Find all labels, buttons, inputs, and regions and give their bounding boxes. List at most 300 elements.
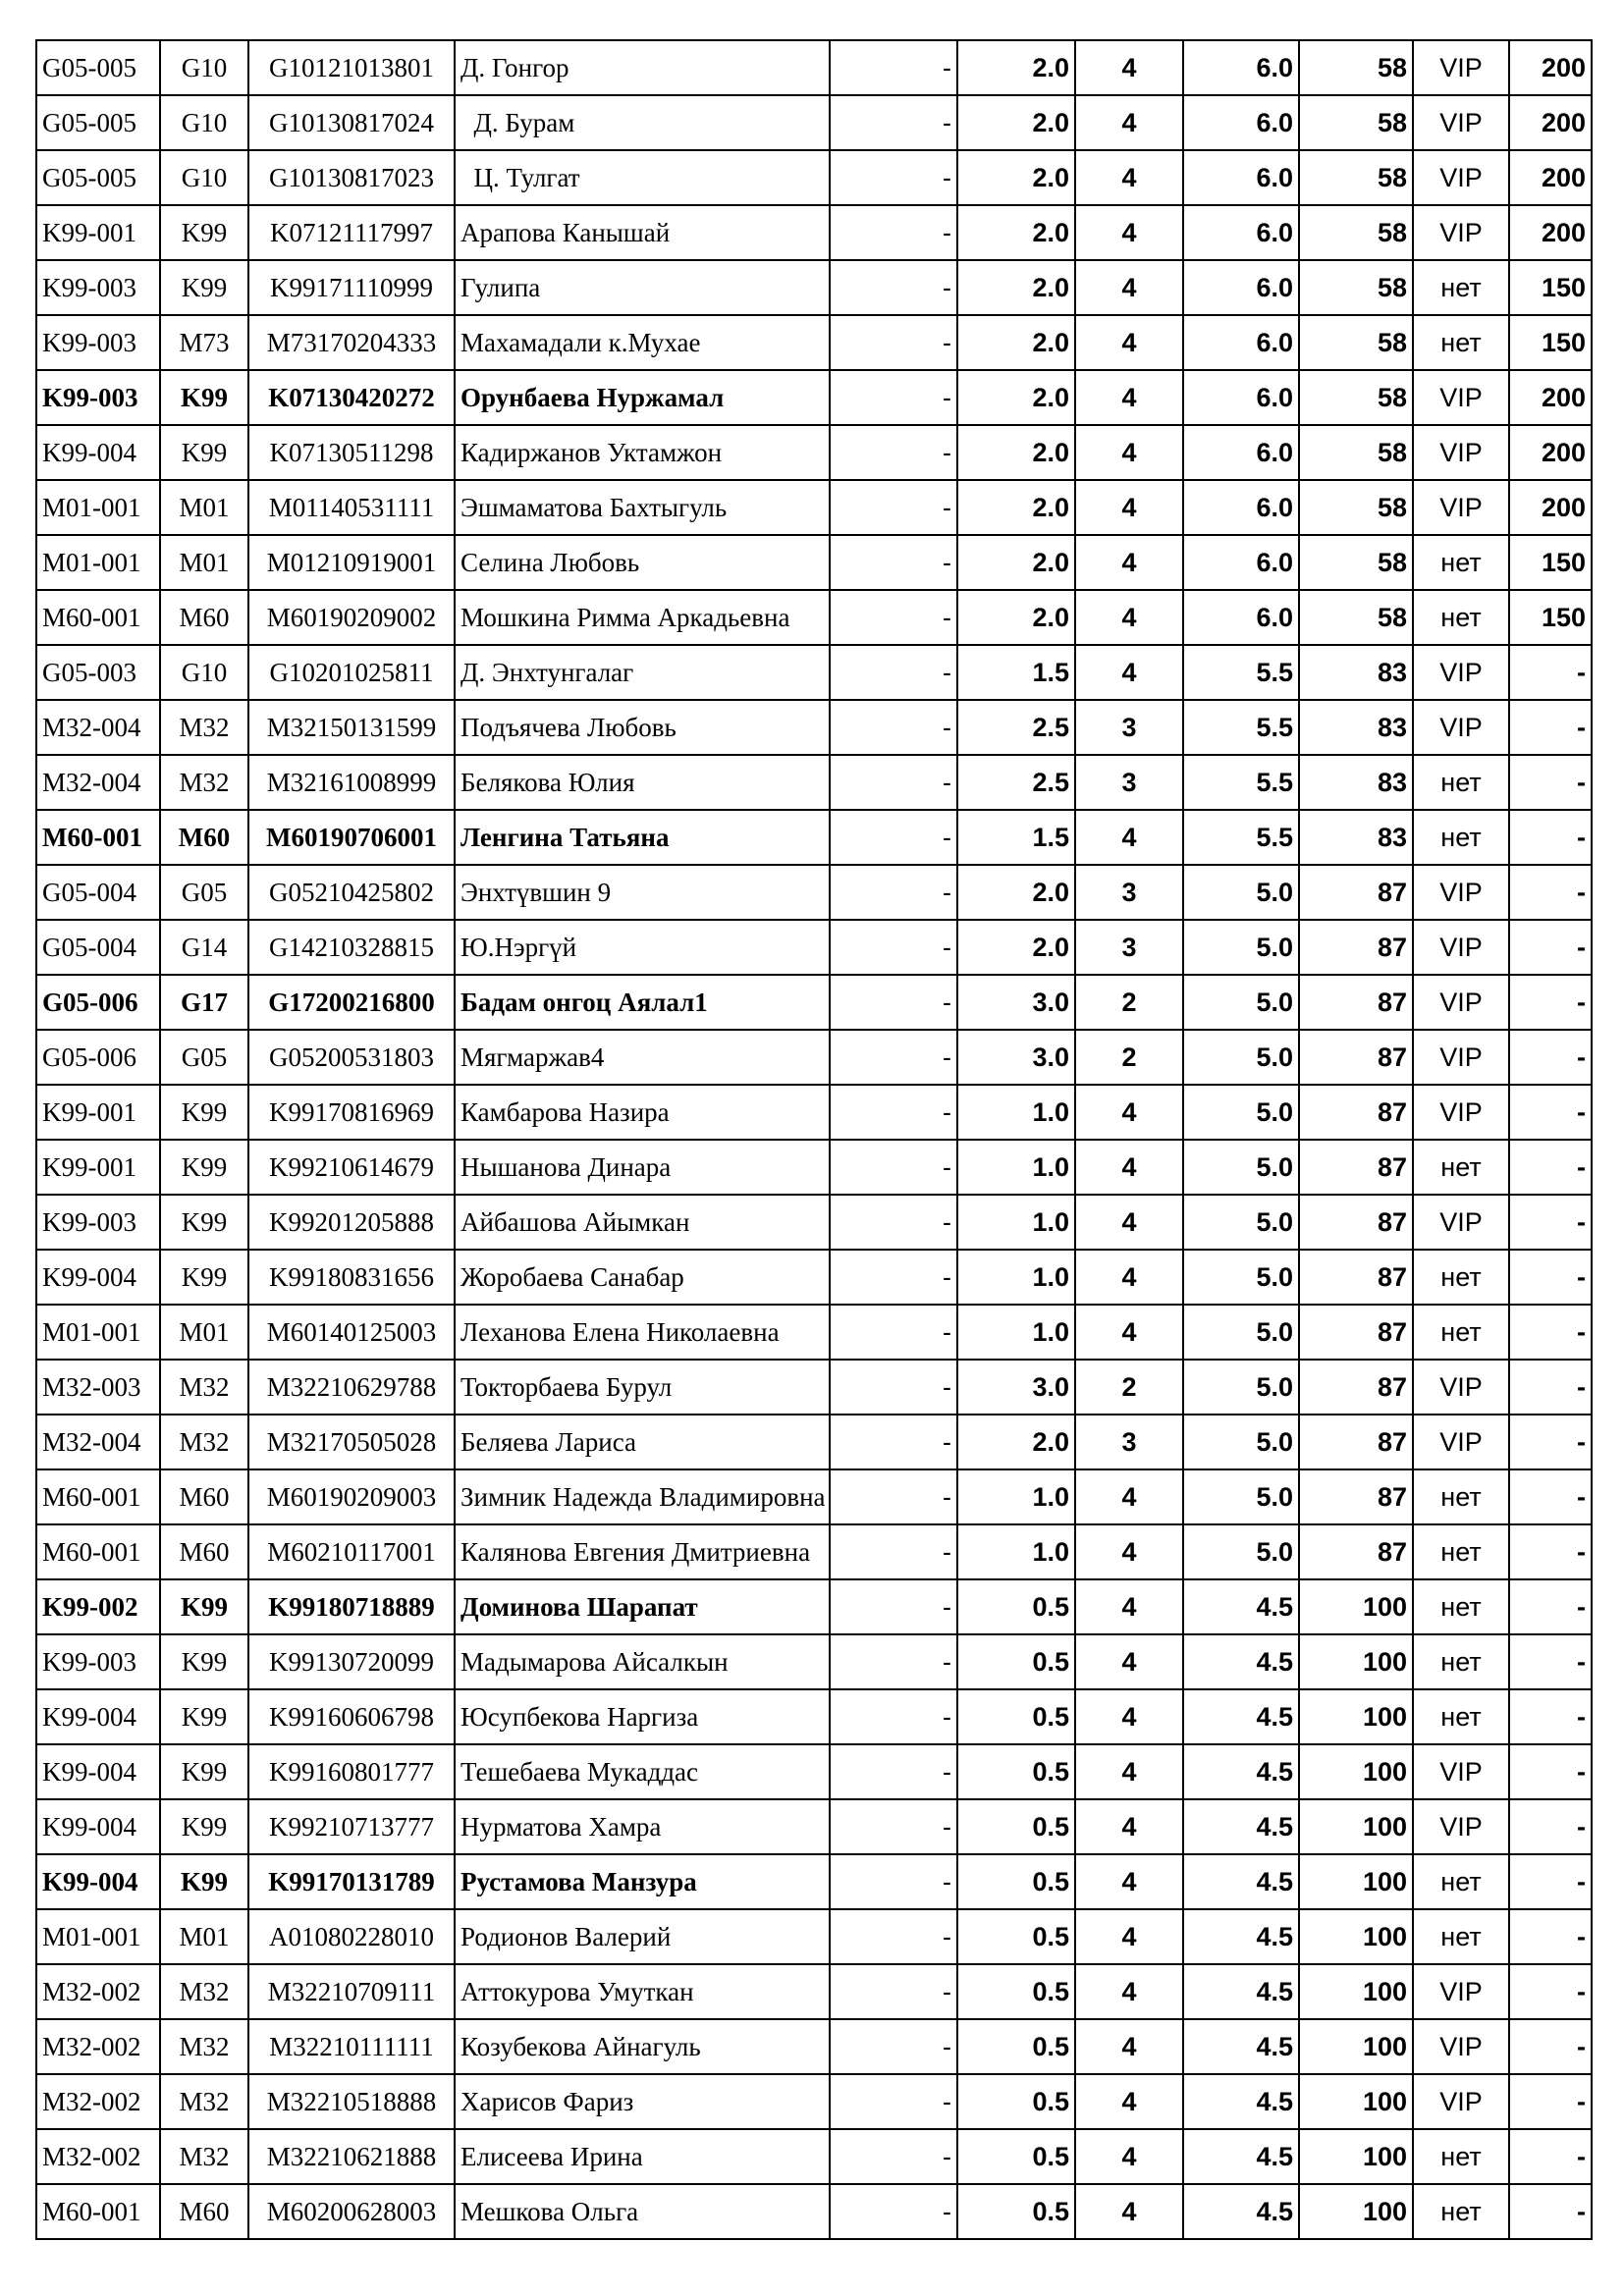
value-1-cell: 2.0	[957, 865, 1075, 920]
name-cell: Мадымарова Айсалкын	[455, 1634, 830, 1689]
total-cell: 4.5	[1183, 1579, 1299, 1634]
value-2-cell: 4	[1075, 2074, 1183, 2129]
value-1-cell: 2.5	[957, 755, 1075, 810]
group-cell: M01-001	[36, 1909, 160, 1964]
status-cell: VIP	[1413, 1744, 1509, 1799]
total-cell: 5.0	[1183, 975, 1299, 1030]
value-1-cell: 2.0	[957, 40, 1075, 95]
table-row	[36, 2019, 1592, 2074]
name-cell: Д. Гонгор	[455, 40, 830, 95]
amount-cell: -	[1509, 1909, 1592, 1964]
group-cell: G05-003	[36, 645, 160, 700]
code-cell: M01	[160, 1305, 248, 1360]
total-cell: 6.0	[1183, 315, 1299, 370]
member-id-cell: K07130420272	[248, 370, 455, 425]
total-cell: 6.0	[1183, 260, 1299, 315]
member-id-cell: M60190209002	[248, 590, 455, 645]
name-cell: Беляева Лариса	[455, 1415, 830, 1469]
name-cell: Родионов Валерий	[455, 1909, 830, 1964]
rank-cell: 58	[1299, 480, 1413, 535]
dash-cell: -	[830, 535, 957, 590]
dash-cell: -	[830, 1360, 957, 1415]
code-cell: M60	[160, 590, 248, 645]
value-2-cell: 4	[1075, 480, 1183, 535]
group-cell: G05-004	[36, 920, 160, 975]
table-row	[36, 1634, 1592, 1689]
group-cell: K99-003	[36, 1195, 160, 1250]
status-cell: нет	[1413, 755, 1509, 810]
member-id-cell: M60140125003	[248, 1305, 455, 1360]
table-row	[36, 260, 1592, 315]
status-cell: VIP	[1413, 205, 1509, 260]
amount-cell: -	[1509, 2129, 1592, 2184]
amount-cell: -	[1509, 1469, 1592, 1524]
status-cell: нет	[1413, 260, 1509, 315]
name-cell: Тешебаева Мукаддас	[455, 1744, 830, 1799]
table-row	[36, 1030, 1592, 1085]
table-row	[36, 1305, 1592, 1360]
value-1-cell: 1.0	[957, 1469, 1075, 1524]
table-row	[36, 425, 1592, 480]
value-1-cell: 0.5	[957, 1854, 1075, 1909]
status-cell: VIP	[1413, 150, 1509, 205]
rank-cell: 87	[1299, 1469, 1413, 1524]
total-cell: 6.0	[1183, 40, 1299, 95]
table-row	[36, 2074, 1592, 2129]
member-id-cell: K99201205888	[248, 1195, 455, 1250]
total-cell: 4.5	[1183, 1799, 1299, 1854]
name-cell: Аттокурова Умуткан	[455, 1964, 830, 2019]
member-id-cell: M32170505028	[248, 1415, 455, 1469]
dash-cell: -	[830, 95, 957, 150]
amount-cell: 200	[1509, 480, 1592, 535]
name-cell: Козубекова Айнагуль	[455, 2019, 830, 2074]
total-cell: 4.5	[1183, 2019, 1299, 2074]
total-cell: 5.0	[1183, 920, 1299, 975]
amount-cell: -	[1509, 1305, 1592, 1360]
name-cell: Белякова Юлия	[455, 755, 830, 810]
rank-cell: 87	[1299, 1360, 1413, 1415]
value-1-cell: 2.5	[957, 700, 1075, 755]
name-cell: Ю.Нэргүй	[455, 920, 830, 975]
group-cell: K99-004	[36, 425, 160, 480]
value-2-cell: 4	[1075, 40, 1183, 95]
status-cell: VIP	[1413, 370, 1509, 425]
amount-cell: -	[1509, 755, 1592, 810]
value-1-cell: 1.0	[957, 1140, 1075, 1195]
dash-cell: -	[830, 590, 957, 645]
code-cell: G10	[160, 150, 248, 205]
status-cell: нет	[1413, 1250, 1509, 1305]
group-cell: K99-004	[36, 1854, 160, 1909]
member-id-cell: M32210518888	[248, 2074, 455, 2129]
group-cell: M32-002	[36, 2019, 160, 2074]
group-cell: G05-005	[36, 95, 160, 150]
status-cell: VIP	[1413, 920, 1509, 975]
table-row	[36, 205, 1592, 260]
total-cell: 4.5	[1183, 2074, 1299, 2129]
name-cell: Елисеева Ирина	[455, 2129, 830, 2184]
code-cell: K99	[160, 1140, 248, 1195]
total-cell: 6.0	[1183, 205, 1299, 260]
amount-cell: 200	[1509, 150, 1592, 205]
table-row	[36, 1195, 1592, 1250]
total-cell: 4.5	[1183, 1909, 1299, 1964]
name-cell: Кадиржанов Уктамжон	[455, 425, 830, 480]
rank-cell: 83	[1299, 755, 1413, 810]
status-cell: нет	[1413, 810, 1509, 865]
table-row	[36, 1085, 1592, 1140]
total-cell: 5.0	[1183, 1140, 1299, 1195]
name-cell: Токторбаева Бурул	[455, 1360, 830, 1415]
rank-cell: 87	[1299, 1140, 1413, 1195]
group-cell: K99-002	[36, 1579, 160, 1634]
value-2-cell: 4	[1075, 2019, 1183, 2074]
value-1-cell: 0.5	[957, 1799, 1075, 1854]
value-2-cell: 3	[1075, 920, 1183, 975]
code-cell: K99	[160, 425, 248, 480]
dash-cell: -	[830, 370, 957, 425]
member-id-cell: M32210629788	[248, 1360, 455, 1415]
group-cell: M01-001	[36, 535, 160, 590]
total-cell: 4.5	[1183, 1854, 1299, 1909]
dash-cell: -	[830, 700, 957, 755]
total-cell: 4.5	[1183, 2184, 1299, 2239]
rank-cell: 58	[1299, 370, 1413, 425]
table-row	[36, 700, 1592, 755]
status-cell: VIP	[1413, 425, 1509, 480]
amount-cell: -	[1509, 2184, 1592, 2239]
dash-cell: -	[830, 315, 957, 370]
code-cell: M32	[160, 2129, 248, 2184]
ranking-table-body	[36, 40, 1592, 2239]
value-2-cell: 4	[1075, 1964, 1183, 2019]
member-id-cell: M32161008999	[248, 755, 455, 810]
status-cell: VIP	[1413, 1085, 1509, 1140]
member-id-cell: M32210111111	[248, 2019, 455, 2074]
status-cell: нет	[1413, 1524, 1509, 1579]
status-cell: нет	[1413, 2129, 1509, 2184]
value-2-cell: 4	[1075, 1140, 1183, 1195]
name-cell: Харисов Фариз	[455, 2074, 830, 2129]
total-cell: 5.0	[1183, 1305, 1299, 1360]
code-cell: K99	[160, 1250, 248, 1305]
dash-cell: -	[830, 1689, 957, 1744]
value-2-cell: 4	[1075, 1524, 1183, 1579]
status-cell: VIP	[1413, 700, 1509, 755]
status-cell: нет	[1413, 1140, 1509, 1195]
table-row	[36, 645, 1592, 700]
member-id-cell: G10130817024	[248, 95, 455, 150]
member-id-cell: M32150131599	[248, 700, 455, 755]
value-1-cell: 1.0	[957, 1085, 1075, 1140]
dash-cell: -	[830, 1854, 957, 1909]
member-id-cell: A01080228010	[248, 1909, 455, 1964]
status-cell: нет	[1413, 1689, 1509, 1744]
table-row	[36, 2129, 1592, 2184]
table-row	[36, 1524, 1592, 1579]
group-cell: K99-001	[36, 205, 160, 260]
dash-cell: -	[830, 480, 957, 535]
amount-cell: -	[1509, 810, 1592, 865]
amount-cell: 200	[1509, 205, 1592, 260]
name-cell: Зимник Надежда Владимировна	[455, 1469, 830, 1524]
table-row	[36, 480, 1592, 535]
amount-cell: -	[1509, 1195, 1592, 1250]
rank-cell: 58	[1299, 260, 1413, 315]
code-cell: M01	[160, 480, 248, 535]
rank-cell: 83	[1299, 645, 1413, 700]
table-row	[36, 1579, 1592, 1634]
code-cell: M32	[160, 1964, 248, 2019]
member-id-cell: G10121013801	[248, 40, 455, 95]
dash-cell: -	[830, 1030, 957, 1085]
code-cell: K99	[160, 1854, 248, 1909]
amount-cell: -	[1509, 1579, 1592, 1634]
member-id-cell: M60190706001	[248, 810, 455, 865]
member-id-cell: K99180718889	[248, 1579, 455, 1634]
dash-cell: -	[830, 1140, 957, 1195]
rank-cell: 100	[1299, 2184, 1413, 2239]
member-id-cell: K99210713777	[248, 1799, 455, 1854]
amount-cell: -	[1509, 1634, 1592, 1689]
dash-cell: -	[830, 1524, 957, 1579]
rank-cell: 100	[1299, 1909, 1413, 1964]
value-2-cell: 4	[1075, 205, 1183, 260]
rank-cell: 87	[1299, 1305, 1413, 1360]
table-row	[36, 920, 1592, 975]
name-cell: Калянова Евгения Дмитриевна	[455, 1524, 830, 1579]
total-cell: 6.0	[1183, 370, 1299, 425]
rank-cell: 100	[1299, 1799, 1413, 1854]
member-id-cell: K99210614679	[248, 1140, 455, 1195]
value-2-cell: 4	[1075, 370, 1183, 425]
name-cell: Нышанова Динара	[455, 1140, 830, 1195]
amount-cell: -	[1509, 1964, 1592, 2019]
value-2-cell: 4	[1075, 590, 1183, 645]
dash-cell: -	[830, 2019, 957, 2074]
rank-cell: 100	[1299, 1634, 1413, 1689]
member-id-cell: K99170816969	[248, 1085, 455, 1140]
amount-cell: -	[1509, 1415, 1592, 1469]
code-cell: G10	[160, 645, 248, 700]
name-cell: Мошкина Римма Аркадьевна	[455, 590, 830, 645]
amount-cell: -	[1509, 1030, 1592, 1085]
amount-cell: -	[1509, 1524, 1592, 1579]
total-cell: 4.5	[1183, 1744, 1299, 1799]
code-cell: K99	[160, 1195, 248, 1250]
amount-cell: 150	[1509, 590, 1592, 645]
status-cell: VIP	[1413, 1195, 1509, 1250]
value-2-cell: 4	[1075, 1909, 1183, 1964]
total-cell: 4.5	[1183, 1634, 1299, 1689]
dash-cell: -	[830, 150, 957, 205]
table-row	[36, 1250, 1592, 1305]
value-2-cell: 4	[1075, 95, 1183, 150]
value-1-cell: 1.0	[957, 1305, 1075, 1360]
total-cell: 5.0	[1183, 1250, 1299, 1305]
value-1-cell: 1.0	[957, 1524, 1075, 1579]
group-cell: M60-001	[36, 2184, 160, 2239]
amount-cell: 200	[1509, 40, 1592, 95]
amount-cell: 150	[1509, 535, 1592, 590]
value-1-cell: 3.0	[957, 975, 1075, 1030]
dash-cell: -	[830, 2074, 957, 2129]
name-cell: Арапова Канышай	[455, 205, 830, 260]
amount-cell: -	[1509, 1140, 1592, 1195]
name-cell: Мягмаржав4	[455, 1030, 830, 1085]
value-1-cell: 0.5	[957, 1689, 1075, 1744]
rank-cell: 87	[1299, 1195, 1413, 1250]
table-row	[36, 1360, 1592, 1415]
value-2-cell: 3	[1075, 865, 1183, 920]
status-cell: VIP	[1413, 1030, 1509, 1085]
rank-cell: 87	[1299, 1250, 1413, 1305]
status-cell: VIP	[1413, 1799, 1509, 1854]
name-cell: Леханова Елена Николаевна	[455, 1305, 830, 1360]
group-cell: G05-006	[36, 1030, 160, 1085]
status-cell: нет	[1413, 1469, 1509, 1524]
value-2-cell: 3	[1075, 700, 1183, 755]
member-id-cell: K99171110999	[248, 260, 455, 315]
status-cell: нет	[1413, 1634, 1509, 1689]
status-cell: нет	[1413, 590, 1509, 645]
name-cell: Селина Любовь	[455, 535, 830, 590]
member-id-cell: M01210919001	[248, 535, 455, 590]
dash-cell: -	[830, 1250, 957, 1305]
value-2-cell: 4	[1075, 2129, 1183, 2184]
rank-cell: 100	[1299, 2019, 1413, 2074]
value-2-cell: 3	[1075, 755, 1183, 810]
status-cell: VIP	[1413, 1360, 1509, 1415]
amount-cell: -	[1509, 1689, 1592, 1744]
dash-cell: -	[830, 425, 957, 480]
name-cell: Махамадали к.Мухае	[455, 315, 830, 370]
status-cell: VIP	[1413, 95, 1509, 150]
code-cell: M32	[160, 2019, 248, 2074]
total-cell: 6.0	[1183, 480, 1299, 535]
value-1-cell: 1.0	[957, 1195, 1075, 1250]
dash-cell: -	[830, 1415, 957, 1469]
value-2-cell: 4	[1075, 1744, 1183, 1799]
value-2-cell: 4	[1075, 810, 1183, 865]
code-cell: M32	[160, 1360, 248, 1415]
code-cell: M01	[160, 535, 248, 590]
status-cell: VIP	[1413, 645, 1509, 700]
rank-cell: 87	[1299, 1030, 1413, 1085]
value-1-cell: 0.5	[957, 1909, 1075, 1964]
value-2-cell: 4	[1075, 1689, 1183, 1744]
total-cell: 6.0	[1183, 425, 1299, 480]
rank-cell: 58	[1299, 315, 1413, 370]
dash-cell: -	[830, 205, 957, 260]
total-cell: 5.5	[1183, 645, 1299, 700]
value-2-cell: 4	[1075, 1799, 1183, 1854]
group-cell: M32-003	[36, 1360, 160, 1415]
value-1-cell: 3.0	[957, 1360, 1075, 1415]
code-cell: M01	[160, 1909, 248, 1964]
value-1-cell: 2.0	[957, 205, 1075, 260]
value-2-cell: 4	[1075, 425, 1183, 480]
amount-cell: -	[1509, 1854, 1592, 1909]
total-cell: 4.5	[1183, 1964, 1299, 2019]
rank-cell: 87	[1299, 865, 1413, 920]
member-id-cell: K99170131789	[248, 1854, 455, 1909]
amount-cell: -	[1509, 1360, 1592, 1415]
dash-cell: -	[830, 2129, 957, 2184]
member-id-cell: K99130720099	[248, 1634, 455, 1689]
member-id-cell: G14210328815	[248, 920, 455, 975]
group-cell: K99-004	[36, 1689, 160, 1744]
value-1-cell: 1.5	[957, 645, 1075, 700]
group-cell: M60-001	[36, 1469, 160, 1524]
value-2-cell: 2	[1075, 1360, 1183, 1415]
amount-cell: 200	[1509, 95, 1592, 150]
member-id-cell: K99160606798	[248, 1689, 455, 1744]
dash-cell: -	[830, 260, 957, 315]
value-2-cell: 4	[1075, 1195, 1183, 1250]
dash-cell: -	[830, 1195, 957, 1250]
total-cell: 5.0	[1183, 1469, 1299, 1524]
dash-cell: -	[830, 975, 957, 1030]
name-cell: Подъячева Любовь	[455, 700, 830, 755]
status-cell: нет	[1413, 535, 1509, 590]
code-cell: M73	[160, 315, 248, 370]
group-cell: M32-004	[36, 755, 160, 810]
rank-cell: 100	[1299, 1744, 1413, 1799]
name-cell: Орунбаева Нуржамал	[455, 370, 830, 425]
status-cell: VIP	[1413, 975, 1509, 1030]
name-cell: Жоробаева Санабар	[455, 1250, 830, 1305]
dash-cell: -	[830, 755, 957, 810]
table-row	[36, 95, 1592, 150]
dash-cell: -	[830, 865, 957, 920]
value-2-cell: 4	[1075, 1469, 1183, 1524]
code-cell: M32	[160, 1415, 248, 1469]
group-cell: K99-004	[36, 1250, 160, 1305]
dash-cell: -	[830, 1469, 957, 1524]
total-cell: 5.0	[1183, 1085, 1299, 1140]
value-1-cell: 0.5	[957, 1964, 1075, 2019]
amount-cell: -	[1509, 2074, 1592, 2129]
amount-cell: -	[1509, 920, 1592, 975]
code-cell: K99	[160, 1634, 248, 1689]
group-cell: M32-002	[36, 2129, 160, 2184]
amount-cell: -	[1509, 1744, 1592, 1799]
table-row	[36, 1799, 1592, 1854]
table-row	[36, 535, 1592, 590]
value-2-cell: 4	[1075, 315, 1183, 370]
value-1-cell: 2.0	[957, 150, 1075, 205]
rank-cell: 58	[1299, 40, 1413, 95]
rank-cell: 100	[1299, 1579, 1413, 1634]
table-row	[36, 1469, 1592, 1524]
amount-cell: -	[1509, 975, 1592, 1030]
name-cell: Юсупбекова Наргиза	[455, 1689, 830, 1744]
value-1-cell: 2.0	[957, 535, 1075, 590]
total-cell: 5.0	[1183, 1195, 1299, 1250]
dash-cell: -	[830, 1305, 957, 1360]
group-cell: G05-006	[36, 975, 160, 1030]
total-cell: 4.5	[1183, 2129, 1299, 2184]
dash-cell: -	[830, 645, 957, 700]
group-cell: M01-001	[36, 1305, 160, 1360]
rank-cell: 87	[1299, 1415, 1413, 1469]
value-1-cell: 0.5	[957, 1579, 1075, 1634]
rank-cell: 87	[1299, 1524, 1413, 1579]
member-id-cell: M01140531111	[248, 480, 455, 535]
value-1-cell: 2.0	[957, 370, 1075, 425]
